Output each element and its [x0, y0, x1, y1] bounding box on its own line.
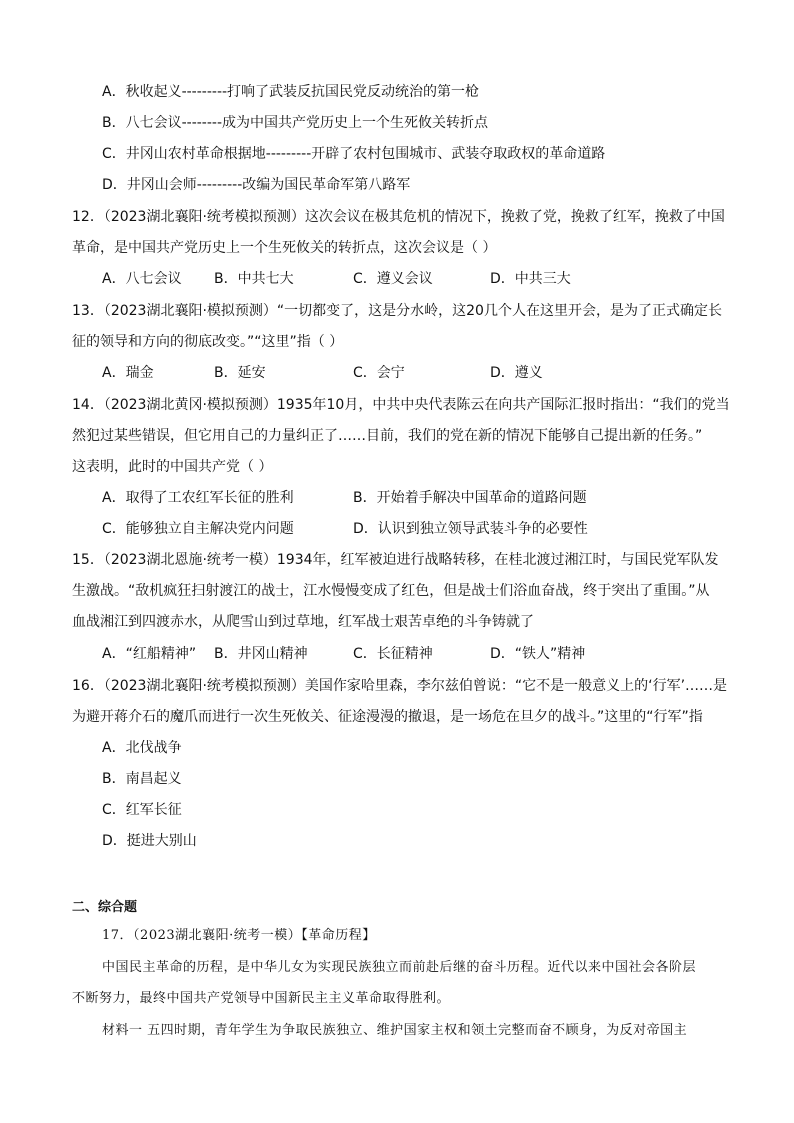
q16-stem-line1: 16．（2023湖北襄阳·统考模拟预测）美国作家哈里森，李尔兹伯曾说：“它不是一般意义上的‘行军’……是 [72, 678, 728, 694]
q14-stem-line1: 14．（2023湖北黄冈·模拟预测）1935年10月，中共中央代表陈云在向共产国际汇报时指出：“我们的党当 [72, 397, 730, 413]
q12-stem-line1: 12．（2023湖北襄阳·统考模拟预测）这次会议在极其危机的情况下，挽救了党，挽救了红军，挽救了中国 [72, 209, 725, 225]
q11-option-d: D．井冈山会师---------改编为国民革命军第八路军 [102, 177, 411, 193]
q15-option-b: B．井冈山精神 [214, 646, 308, 662]
q13-option-c: C．会宁 [353, 365, 405, 381]
q16-stem-line2: 为避开蒋介石的魔爪而进行一次生死攸关、征途漫漫的撤退，是一场危在旦夕的战斗。”这里的“行军”指 [72, 709, 703, 725]
q15-option-d: D．“铁人”精神 [490, 646, 586, 662]
q11-option-c: C．井冈山农村革命根据地---------开辟了农村包围城市、武装夺取政权的革命道路 [102, 146, 606, 162]
q15-stem-line1: 15．（2023湖北恩施·统考一模）1934年，红军被迫进行战略转移，在桂北渡过湘江时，与国民党军队发 [72, 552, 719, 568]
q12-option-c: C．遵义会议 [353, 271, 433, 287]
q16-option-b: B．南昌起义 [102, 771, 182, 787]
q11-option-a: A．秋收起义---------打响了武装反抗国民党反动统治的第一枪 [102, 84, 480, 100]
q14-stem-line3: 这表明，此时的中国共产党（ ） [72, 459, 273, 475]
q14-options-row2 [0, 519, 794, 539]
q14-option-c: C．能够独立自主解决党内问题 [102, 521, 294, 537]
q13-stem-line2: 征的领导和方向的彻底改变。”“这里”指（ ） [72, 334, 344, 350]
section-title: 二、综合题 [72, 900, 138, 915]
q13-stem-line1: 13．（2023湖北襄阳·模拟预测）“一切都变了，这是分水岭，这20几个人在这里开会，是为了正式确定长 [72, 303, 722, 319]
q16-option-d: D．挺进大别山 [102, 833, 197, 849]
q12-option-b: B．中共七大 [214, 271, 294, 287]
q17-header: 17．（2023湖北襄阳·统考一模）【革命历程】 [102, 928, 376, 943]
q14-options-row1 [0, 488, 794, 508]
q14-option-d: D．认识到独立领导武装斗争的必要性 [353, 521, 588, 537]
q14-option-a: A．取得了工农红军长征的胜利 [102, 490, 294, 506]
q16-option-a: A．北伐战争 [102, 740, 182, 756]
q17-intro-line1: 中国民主革命的历程，是中华儿女为实现民族独立而前赴后继的奋斗历程。近代以来中国社会各阶层 [102, 960, 697, 975]
q12-option-d: D．中共三大 [490, 271, 571, 287]
q12-stem-line2: 革命，是中国共产党历史上一个生死攸关的转折点，这次会议是（ ） [72, 240, 497, 256]
q14-stem-line2: 然犯过某些错误，但它用自己的力量纠正了……目前，我们的党在新的情况下能够自己提出新的任务。” [72, 428, 703, 444]
q13-option-d: D．遵义 [490, 365, 543, 381]
q15-option-c: C．长征精神 [353, 646, 433, 662]
q15-stem-line3: 血战湘江到四渡赤水，从爬雪山到过草地，红军战士艰苦卓绝的斗争铸就了 [72, 614, 534, 630]
q12-option-a: A．八七会议 [102, 271, 182, 287]
q12-options [0, 269, 794, 289]
q13-option-b: B．延安 [214, 365, 266, 381]
q16-option-c: C．红军长征 [102, 802, 182, 818]
q17-intro-line2: 不断努力，最终中国共产党领导中国新民主主义革命取得胜利。 [72, 991, 451, 1006]
q13-option-a: A．瑞金 [102, 365, 154, 381]
q14-option-b: B．开始着手解决中国革命的道路问题 [353, 490, 587, 506]
q11-option-b: B．八七会议--------成为中国共产党历史上一个生死攸关转折点 [102, 115, 489, 131]
q15-option-a: A．“红船精神” [102, 646, 197, 662]
q17-material1: 材料一 五四时期，青年学生为争取民族独立、维护国家主权和领土完整而奋不顾身，为反对帝国主 [102, 1023, 688, 1038]
q15-options [0, 644, 794, 664]
q15-stem-line2: 生激战。“敌机疯狂扫射渡江的战士，江水慢慢变成了红色，但是战士们浴血奋战，终于突出了重围。”从 [72, 583, 710, 599]
q13-options [0, 363, 794, 383]
